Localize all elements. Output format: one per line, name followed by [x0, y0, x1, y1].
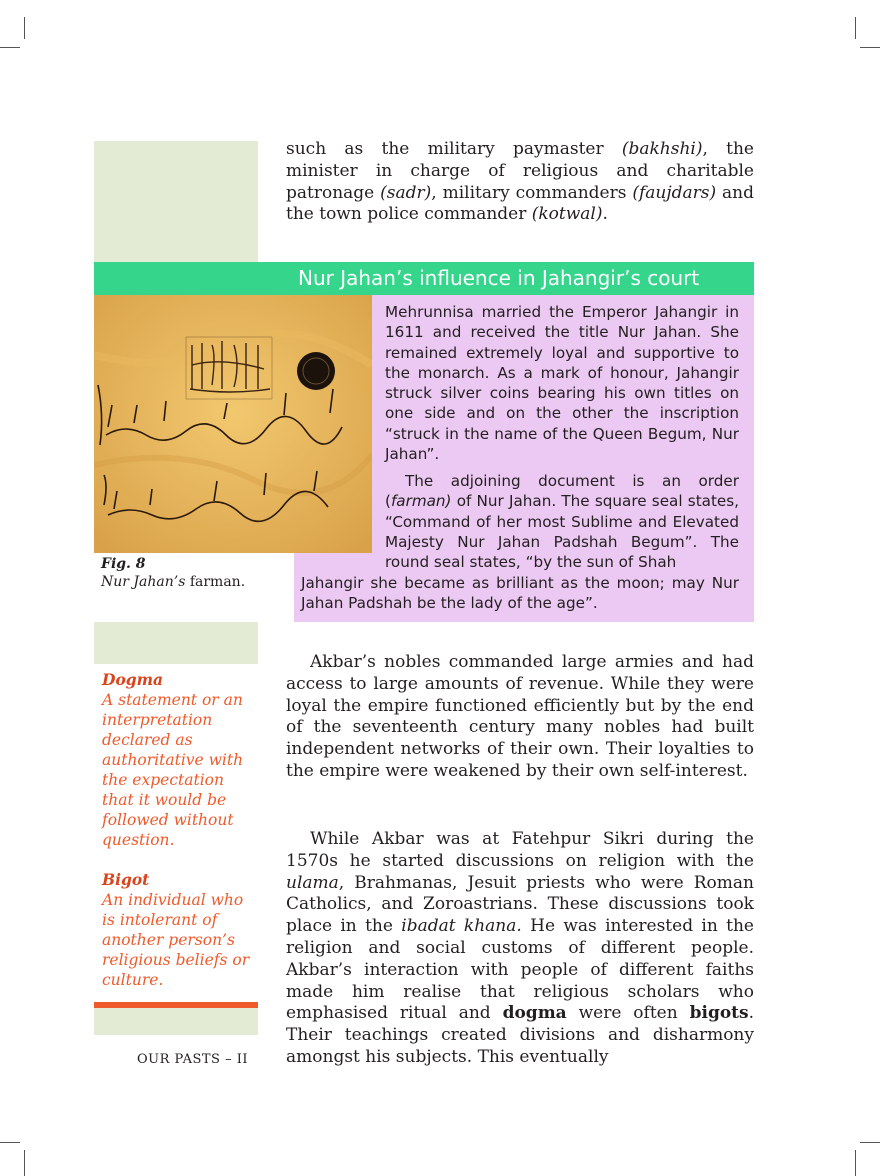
- glossary-divider: [94, 1002, 258, 1008]
- sidebar-panel-top: [94, 141, 258, 262]
- term-bakhshi: (bakhshi): [621, 139, 703, 159]
- figure-caption: [101, 574, 245, 590]
- page-footer: OUR PASTS – II: [137, 1052, 248, 1067]
- box-title: Nur Jahan’s influence in Jahangir’s court: [298, 266, 700, 290]
- farman-image: [94, 295, 372, 553]
- term-sadr: (sadr): [380, 182, 432, 203]
- term-kotwal: (kotwal): [531, 204, 603, 225]
- text-run: . Their teachings created divisions and disharmony amongst his subjects. This eventually: [286, 1003, 754, 1067]
- term-ulama: ulama: [286, 872, 339, 893]
- box-paragraph-1: Mehrunnisa married the Emperor Jahangir in 1611 and received the title Nur Jahan. She remained extremely loyal and supportive to the monarch. As a mark of honour, Jahangir struck silver coins bearing his own titles on one side and on the other the inscription “struck in the name of the Queen Begum, Nur Jahan”.: [385, 303, 739, 464]
- farman-drawing: [94, 295, 372, 553]
- text-run: , military commanders: [431, 182, 633, 203]
- body-paragraph-1: Akbar’s nobles commanded large armies and had access to large amounts of revenue. While they were loyal the empire functioned efficiently but by the end of the seventeenth century many nobles had built independent networks of their own. Their loyalties to the empire were weakened by their own self-interest.: [286, 652, 754, 781]
- text-run: , the minister in charge of religious and charitable patronage: [286, 139, 754, 203]
- crop-mark: [860, 1142, 880, 1143]
- glossary-term: Bigot: [102, 870, 150, 889]
- term-dogma: dogma: [502, 1003, 567, 1024]
- glossary-entry-bigot: [102, 870, 254, 990]
- caption-rest: farman.: [185, 574, 246, 590]
- term-ibadat-khana: ibadat khana.: [401, 916, 522, 937]
- term-bigots: bigots: [689, 1003, 749, 1024]
- term-faujdars: (faujdars): [632, 182, 717, 203]
- top-paragraph: [286, 139, 754, 226]
- text-run: While Akbar was at Fatehpur Sikri during the 1570s he started discussions on religion with the: [286, 829, 754, 871]
- crop-mark: [0, 1142, 20, 1143]
- crop-mark: [24, 17, 25, 39]
- crop-mark: [855, 17, 856, 39]
- body-paragraph-2: [286, 829, 754, 1069]
- text-run: and the town police commander: [286, 182, 754, 225]
- glossary-entry-dogma: [102, 670, 254, 850]
- text-run: , Brahmanas, Jesuit priests who were Roman Catholics, and Zoroastrians. These discussions took place in the: [286, 872, 754, 937]
- term-farman: farman): [390, 492, 452, 511]
- figure-label: Fig. 8: [101, 556, 146, 572]
- text-run: were often: [566, 1003, 690, 1024]
- crop-mark: [860, 47, 880, 48]
- glossary-term: Dogma: [102, 670, 164, 689]
- glossary-definition: A statement or an interpretation declared as authoritative with the expectation that it would be followed without question.: [102, 691, 244, 849]
- text-run: He was interested in the religion and social customs of different people. Akbar’s interaction with people of different faiths made him realise that religious scholars who emphasised ritual and: [286, 916, 754, 1024]
- text-run: such as the military paymaster: [286, 139, 622, 159]
- text-run: .: [602, 204, 608, 225]
- crop-mark: [24, 1150, 25, 1176]
- box-paragraph-2: [385, 471, 739, 572]
- crop-mark: [0, 47, 20, 48]
- text-run: The adjoining document is an order (: [385, 472, 739, 511]
- glossary-definition: An individual who is intolerant of another person’s religious beliefs or culture.: [102, 891, 250, 989]
- box-paragraph-2-tail: Jahangir she became as brilliant as the moon; may Nur Jahan Padshah be the lady of the age”.: [301, 574, 739, 613]
- text-run: of Nur Jahan. The square seal states, “Command of her most Sublime and Elevated Majesty Nur Jahan Padshah Begum”. The round seal states, “by the sun of Shah: [385, 492, 739, 572]
- caption-name: Nur Jahan’s: [101, 574, 186, 590]
- crop-mark: [855, 1150, 856, 1176]
